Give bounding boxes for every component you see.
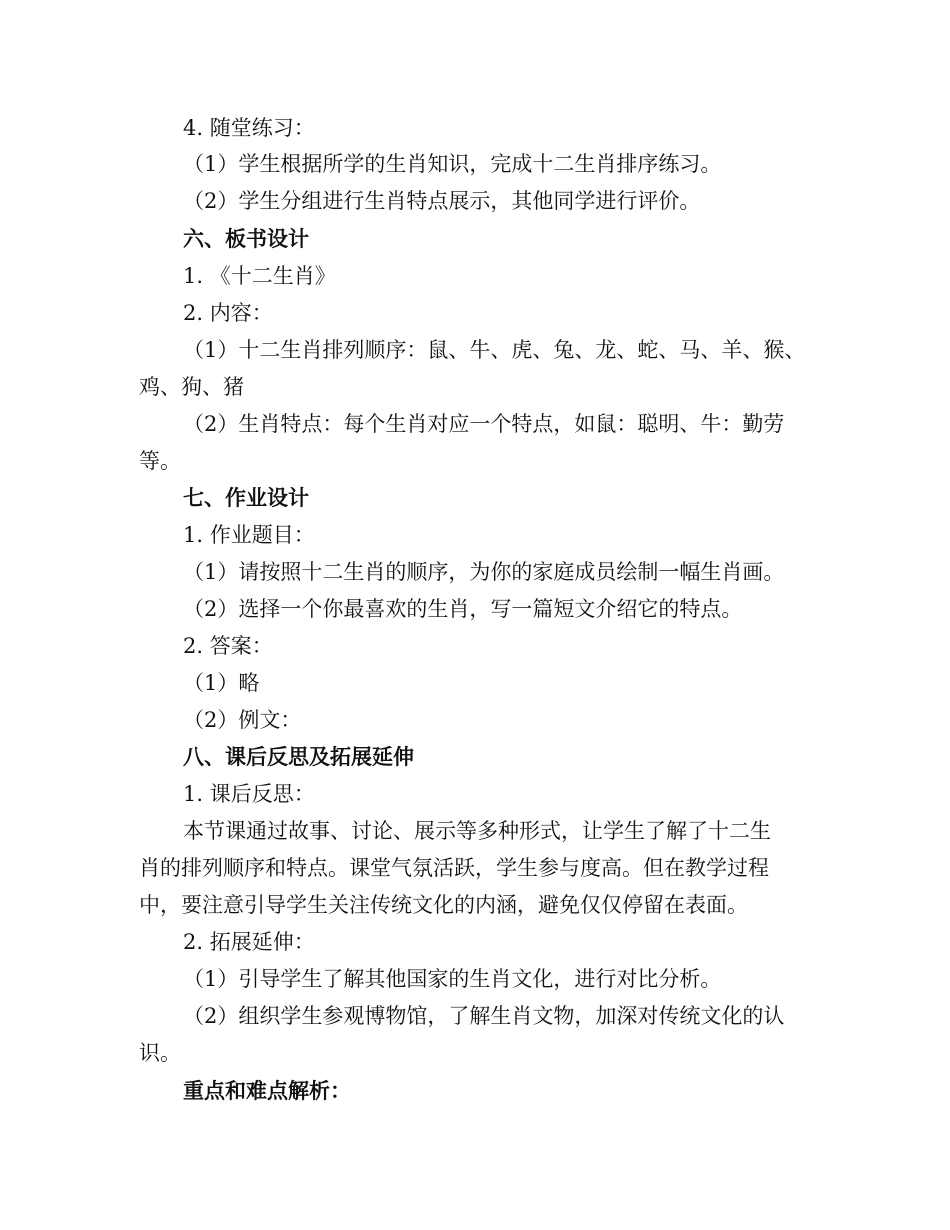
homework-title-item: 1. 作业题目： [183, 523, 315, 547]
answer-title-item: 2. 答案： [183, 634, 273, 658]
reflection-title-item: 1. 课后反思： [183, 782, 315, 806]
answer-item-2: （2）例文： [183, 708, 302, 732]
zodiac-order-line-2: 鸡、狗、猪 [139, 375, 244, 399]
section-seven-heading: 七、作业设计 [183, 485, 309, 510]
key-difficult-points-heading: 重点和难点解析： [183, 1078, 351, 1103]
reflection-paragraph-line-1: 本节课通过故事、讨论、展示等多种形式，让学生了解了十二生 [183, 819, 771, 843]
practice-heading: 4. 随堂练习： [183, 116, 315, 140]
homework-item-1: （1）请按照十二生肖的顺序，为你的家庭成员绘制一幅生肖画。 [183, 560, 785, 584]
practice-item-1: （1）学生根据所学的生肖知识，完成十二生肖排序练习。 [183, 152, 722, 176]
extension-title-item: 2. 拓展延伸： [183, 930, 315, 954]
zodiac-features-line-2: 等。 [139, 449, 181, 473]
zodiac-order-line-1: （1）十二生肖排列顺序：鼠、牛、虎、兔、龙、蛇、马、羊、猴、 [183, 338, 806, 362]
homework-item-2: （2）选择一个你最喜欢的生肖，写一篇短文介绍它的特点。 [183, 597, 743, 621]
board-content-item: 2. 内容： [183, 301, 273, 325]
answer-item-1: （1）略 [183, 671, 260, 695]
section-six-heading: 六、板书设计 [183, 226, 309, 251]
extension-item-2-line-1: （2）组织学生参观博物馆，了解生肖文物，加深对传统文化的认 [183, 1004, 785, 1028]
section-eight-heading: 八、课后反思及拓展延伸 [183, 744, 414, 769]
reflection-paragraph-line-2: 肖的排列顺序和特点。课堂气氛活跃，学生参与度高。但在教学过程 [139, 856, 769, 880]
zodiac-features-line-1: （2）生肖特点：每个生肖对应一个特点，如鼠：聪明、牛：勤劳 [183, 412, 785, 436]
extension-item-2-line-2: 识。 [139, 1041, 181, 1065]
reflection-paragraph-line-3: 中，要注意引导学生关注传统文化的内涵，避免仅仅停留在表面。 [139, 893, 748, 917]
board-title-item: 1. 《十二生肖》 [183, 264, 336, 288]
extension-item-1: （1）引导学生了解其他国家的生肖文化，进行对比分析。 [183, 967, 722, 991]
practice-item-2: （2）学生分组进行生肖特点展示，其他同学进行评价。 [183, 189, 701, 213]
